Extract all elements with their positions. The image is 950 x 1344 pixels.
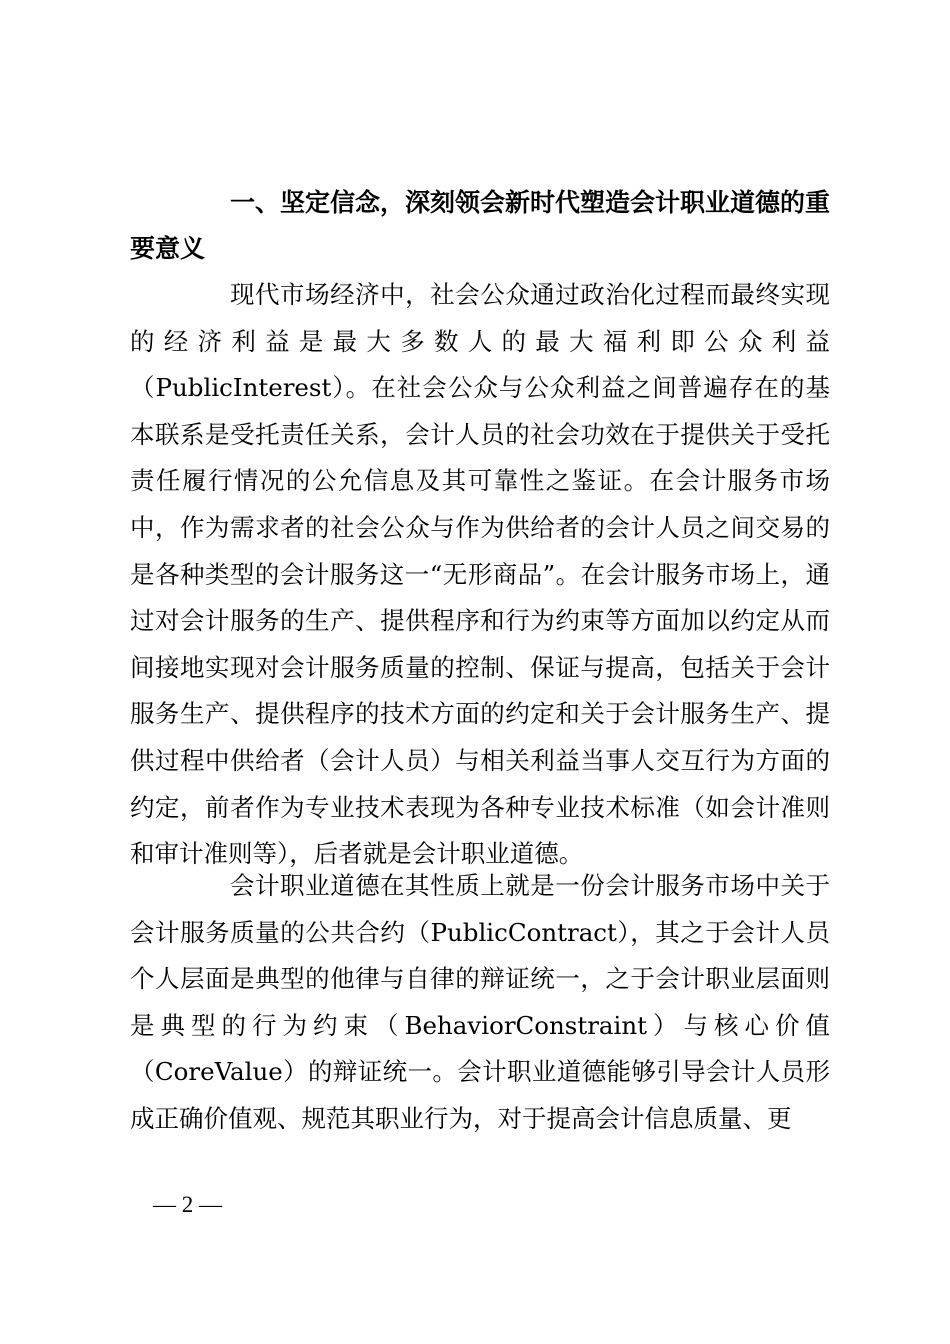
paragraph-1: 现代市场经济中，社会公众通过政治化过程而最终实现的经济利益是最大多数人的最大福利即公众利益（PublicInterest）。在社会公众与公众利益之间普遍存在的基本联系是受托责任关系，会计人员的社会功效在于提供关于受托责任履行情况的公允信息及其可靠性之鉴证。在会计服务市场中，作为需求者的社会公众与作为供给者的会计人员之间交易的是各种类型的会计服务这一“无形商品”。在会计服务市场上，通过对会计服务的生产、提供程序和行为约束等方面加以约定从而间接地实现对会计服务质量的控制、保证与提高，包括关于会计服务生产、提供程序的技术方面的约定和关于会计服务生产、提供过程中供给者（会计人员）与相关利益当事人交互行为方面的约定，前者作为专业技术表现为各种专业技术标准（如会计准则和审计准则等），后者就是会计职业道德。 — [130, 280, 830, 869]
paragraph-2: 会计职业道德在其性质上就是一份会计服务市场中关于会计服务质量的公共合约（PublicContract），其之于会计人员个人层面是典型的他律与自律的辩证统一，之于会计职业层面则是典型的行为约束（BehaviorConstraint）与核心价值（CoreValue）的辩证统一。会计职业道德能够引导会计人员形成正确价值观、规范其职业行为，对于提高会计信息质量、更 — [130, 871, 830, 1133]
section-heading: 一、坚定信念，深刻领会新时代塑造会计职业道德的重要意义 — [130, 188, 831, 263]
page-number: — 2 — — [153, 1192, 222, 1217]
